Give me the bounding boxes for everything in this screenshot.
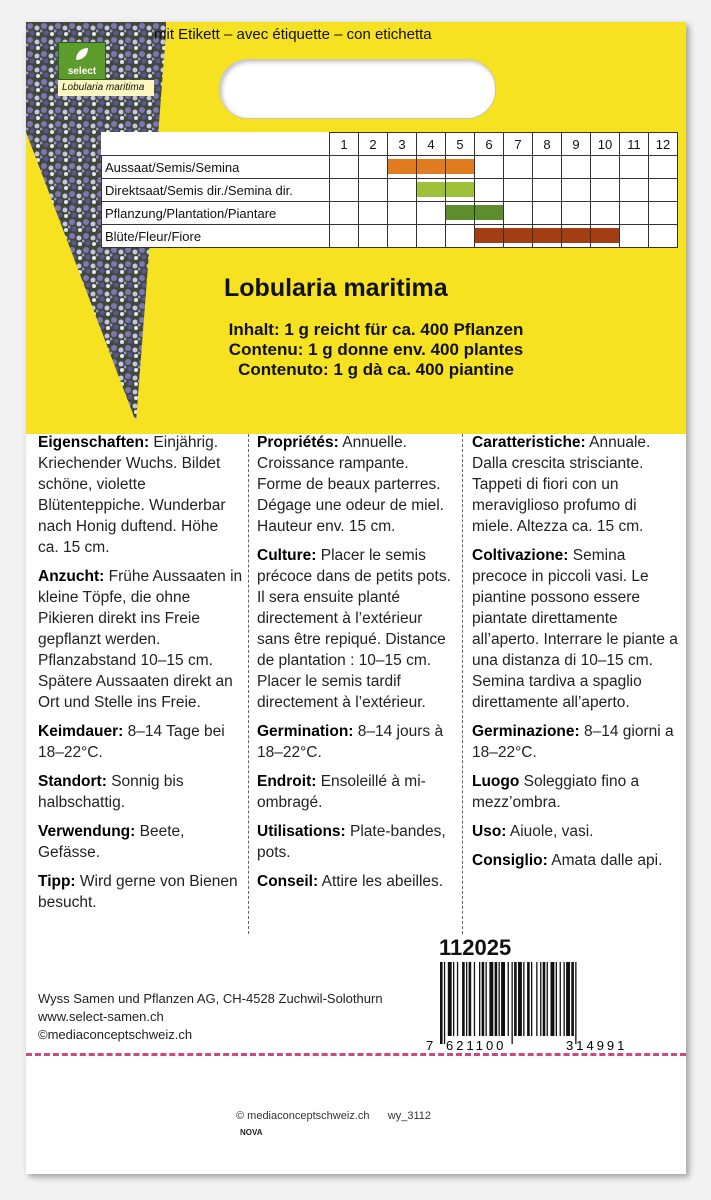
info-text: Einjährig. Kriechender Wuchs. Bildet schöne, violette Blütenteppiche. Wunderbar nach Honig duftend. Höhe ca. 15 cm.: [38, 434, 226, 556]
seed-packet-back: [26, 22, 686, 1174]
calendar-bar: [446, 205, 474, 220]
calendar-cell: [649, 202, 678, 225]
barcode-bar: [547, 962, 548, 1036]
select-logo: [58, 42, 106, 80]
info-text: Ensoleillé à mi-ombragé.: [257, 773, 426, 811]
footer: [236, 1110, 431, 1122]
info-paragraph: [257, 871, 457, 892]
calendar-bar: [533, 228, 561, 243]
info-heading: Culture:: [257, 547, 317, 564]
barcode-bar: [440, 962, 443, 1044]
barcode-bar: [571, 962, 574, 1036]
article-number: 112025: [439, 935, 512, 960]
barcode-bar: [543, 962, 546, 1036]
footer-copyright: © mediaconceptschweiz.ch: [236, 1110, 370, 1122]
calendar-cell: [446, 202, 475, 225]
info-text: 8–14 Tage bei 18–22°C.: [38, 723, 225, 761]
calendar-cell: [330, 202, 359, 225]
info-text: Placer le semis précoce dans de petits pots. Il sera ensuite planté directement à l’extérieur sans être repiqué. Distance de plantation : 10–15 cm. Placer le semis tardif directement à l’extérieur.: [257, 547, 451, 711]
calendar-month-9: 9: [562, 133, 591, 156]
calendar-month-10: 10: [591, 133, 620, 156]
info-heading: Uso:: [472, 823, 507, 840]
barcode-first-digit: 7: [426, 1038, 434, 1052]
info-paragraph: [257, 432, 457, 537]
info-paragraph: [472, 432, 680, 537]
info-text: 8–14 jours à 18–22°C.: [257, 723, 444, 761]
barcode-bar: [560, 962, 561, 1036]
calendar-cell: [359, 225, 388, 248]
calendar-cell: [562, 179, 591, 202]
calendar-cell: [620, 156, 649, 179]
calendar-month-1: 1: [330, 133, 359, 156]
barcode-bar: [508, 962, 509, 1036]
calendar-cell: [388, 225, 417, 248]
footer-code: wy_3112: [387, 1110, 432, 1122]
column-divider: [462, 434, 463, 934]
calendar-cell: [533, 179, 562, 202]
info-heading: Consiglio:: [472, 852, 548, 869]
barcode-bar: [551, 962, 555, 1036]
barcode-bar: [499, 962, 500, 1036]
barcode-left-digits: 621100: [446, 1038, 507, 1052]
calendar-bar: [417, 159, 445, 174]
info-heading: Tipp:: [38, 873, 76, 890]
calendar-cell: [620, 202, 649, 225]
calendar-month-6: 6: [475, 133, 504, 156]
calendar-cell: [446, 225, 475, 248]
info-text: Plate-bandes, pots.: [257, 823, 446, 861]
barcode-bar: [462, 962, 465, 1036]
calendar-month-header: [102, 133, 678, 156]
logo-text: select: [67, 66, 97, 77]
info-text: Amata dalle api.: [547, 852, 663, 869]
column-italian: [472, 432, 680, 879]
calendar-bar: [504, 228, 532, 243]
info-paragraph: [38, 821, 243, 863]
barcode-bar: [489, 962, 493, 1036]
barcode-bar: [564, 962, 565, 1036]
calendar-month-2: 2: [359, 133, 388, 156]
calendar-cell: [388, 156, 417, 179]
info-paragraph: [472, 721, 680, 763]
barcode-bar: [536, 962, 537, 1036]
barcode-bar: [474, 962, 475, 1036]
calendar-row-label: Aussaat/Semis/Semina: [102, 156, 330, 179]
info-text: Annuelle. Croissance rampante. Forme de beaux parterres. Dégage une odeur de miel. Hauteur env. 15 cm.: [257, 434, 444, 535]
calendar-row-label: Blüte/Fleur/Fiore: [102, 225, 330, 248]
info-heading: Germinazione:: [472, 723, 580, 740]
calendar-row: [102, 156, 678, 179]
calendar-cell: [591, 202, 620, 225]
calendar-cell: [620, 225, 649, 248]
column-german: [38, 432, 243, 921]
calendar-cell: [475, 156, 504, 179]
calendar-cell: [504, 225, 533, 248]
contents-de: Inhalt: 1 g reicht für ca. 400 Pflanzen: [228, 320, 524, 339]
barcode-bar: [486, 962, 487, 1036]
calendar-row-label: Pflanzung/Plantation/Piantare: [102, 202, 330, 225]
calendar-cell: [388, 202, 417, 225]
calendar-cell: [591, 225, 620, 248]
calendar-cell: [475, 202, 504, 225]
info-heading: Caratteristiche:: [472, 434, 586, 451]
species-title: Lobularia maritima: [224, 274, 448, 302]
barcode-bar: [556, 962, 557, 1036]
barcode-bar: [518, 962, 522, 1036]
hang-hole: [219, 59, 496, 119]
calendar-cell: [359, 156, 388, 179]
barcode-bar: [469, 962, 472, 1036]
calendar-bar: [446, 159, 474, 174]
calendar-month-8: 8: [533, 133, 562, 156]
info-heading: Utilisations:: [257, 823, 346, 840]
calendar-row: [102, 179, 678, 202]
barcode-bar: [540, 962, 541, 1036]
info-paragraph: [38, 566, 243, 713]
address-line: Wyss Samen und Pflanzen AG, CH-4528 Zuchwil-Solothurn: [38, 991, 383, 1006]
calendar-cell: [649, 225, 678, 248]
info-paragraph: [257, 721, 457, 763]
info-paragraph: [38, 721, 243, 763]
contents-fr: Contenu: 1 g donne env. 400 plantes: [228, 340, 524, 359]
calendar-cell: [620, 179, 649, 202]
calendar-cell: [649, 156, 678, 179]
label-tagline: mit Etikett – avec étiquette – con etichetta: [154, 26, 432, 43]
cut-line: [26, 1053, 686, 1056]
info-text: Beete, Gefässe.: [38, 823, 185, 861]
barcode-bar: [482, 962, 485, 1036]
calendar-cell: [591, 179, 620, 202]
barcode: [426, 962, 676, 1052]
info-heading: Eigenschaften:: [38, 434, 150, 451]
calendar-bar: [388, 159, 416, 174]
calendar-cell: [562, 202, 591, 225]
calendar-cell: [417, 202, 446, 225]
address-copyright: ©mediaconceptschweiz.ch: [38, 1027, 193, 1042]
barcode-bar: [501, 962, 505, 1036]
calendar-cell: [417, 225, 446, 248]
calendar-cell: [446, 179, 475, 202]
barcode-bar: [531, 962, 532, 1036]
info-paragraph: [472, 821, 680, 842]
barcode-bar: [444, 962, 445, 1044]
barcode-bar: [495, 962, 498, 1036]
calendar-bar: [446, 182, 474, 197]
barcode-bar: [466, 962, 467, 1036]
barcode-bar: [575, 962, 576, 1044]
calendar-cell: [475, 179, 504, 202]
barcode-bar: [527, 962, 530, 1036]
barcode-bar: [566, 962, 570, 1036]
info-text: 8–14 giorni a 18–22°C.: [472, 723, 674, 761]
info-heading: Germination:: [257, 723, 354, 740]
info-text: Frühe Aussaaten in kleine Töpfe, die ohne Pikieren direkt ins Freie gepflanzt werden. Pflanzabstand 10–15 cm. Spätere Aussaaten direkt an Ort und Stelle ins Freie.: [38, 568, 243, 711]
calendar-bar: [475, 228, 503, 243]
sowing-calendar: [101, 132, 678, 248]
barcode-bar: [514, 962, 517, 1036]
calendar-cell: [475, 225, 504, 248]
info-heading: Keimdauer:: [38, 723, 124, 740]
calendar-cell: [562, 156, 591, 179]
calendar-bar: [475, 205, 503, 220]
column-divider: [248, 434, 249, 934]
calendar-cell: [533, 156, 562, 179]
info-paragraph: [38, 432, 243, 558]
info-paragraph: [257, 771, 457, 813]
info-paragraph: [472, 545, 680, 713]
info-paragraph: [472, 850, 680, 871]
calendar-cell: [562, 225, 591, 248]
info-heading: Conseil:: [257, 873, 319, 890]
calendar-month-12: 12: [649, 133, 678, 156]
info-text: Aiuole, vasi.: [506, 823, 594, 840]
calendar-row-label: Direktsaat/Semis dir./Semina dir.: [102, 179, 330, 202]
calendar-month-11: 11: [620, 133, 649, 156]
barcode-bar: [512, 962, 513, 1044]
calendar-cell: [330, 225, 359, 248]
address-website: www.select-samen.ch: [38, 1009, 164, 1024]
info-heading: Coltivazione:: [472, 547, 569, 564]
calendar-month-3: 3: [388, 133, 417, 156]
info-heading: Standort:: [38, 773, 107, 790]
info-text: Soleggiato fino a mezz’ombra.: [472, 773, 640, 811]
calendar-corner: [102, 133, 330, 156]
calendar-cell: [359, 202, 388, 225]
printer-mark: NOVA: [240, 1128, 263, 1137]
calendar-cell: [359, 179, 388, 202]
logo-species-label: Lobularia maritima: [58, 80, 154, 96]
calendar-cell: [504, 156, 533, 179]
barcode-bar: [448, 962, 452, 1036]
contents-it: Contenuto: 1 g dà ca. 400 piantine: [238, 360, 514, 379]
info-heading: Propriétés:: [257, 434, 339, 451]
calendar-bar: [591, 228, 619, 243]
calendar-cell: [417, 156, 446, 179]
calendar-cell: [504, 179, 533, 202]
info-text: Annuale. Dalla crescita strisciante. Tappeti di fiori con un meraviglioso profumo di miele. Altezza ca. 15 cm.: [472, 434, 651, 535]
calendar-cell: [417, 179, 446, 202]
calendar-cell: [591, 156, 620, 179]
info-text: Semina precoce in piccoli vasi. Le piantine possono essere piantate direttamente all’aperto. Interrare le piante a una distanza di 10–15 cm. Semina tardiva a spaglio direttamente all’aperto.: [472, 547, 678, 711]
calendar-cell: [446, 156, 475, 179]
info-text: Attire les abeilles.: [318, 873, 444, 890]
calendar-month-4: 4: [417, 133, 446, 156]
info-heading: Verwendung:: [38, 823, 136, 840]
barcode-right-digits: 314991: [566, 1038, 628, 1052]
calendar-month-5: 5: [446, 133, 475, 156]
calendar-month-7: 7: [504, 133, 533, 156]
barcode-bar: [523, 962, 524, 1036]
info-paragraph: [38, 771, 243, 813]
seed-contents: [176, 320, 576, 380]
leaf-icon: [74, 46, 90, 62]
info-heading: Endroit:: [257, 773, 317, 790]
calendar-cell: [533, 225, 562, 248]
info-paragraph: [257, 545, 457, 713]
info-heading: Anzucht:: [38, 568, 105, 585]
barcode-bar: [453, 962, 454, 1036]
calendar-row: [102, 225, 678, 248]
info-paragraph: [38, 871, 243, 913]
calendar-bar: [562, 228, 590, 243]
calendar-cell: [649, 179, 678, 202]
company-address: [38, 990, 383, 1044]
calendar-cell: [330, 156, 359, 179]
calendar-cell: [504, 202, 533, 225]
info-text: Sonnig bis halbschattig.: [38, 773, 184, 811]
calendar-cell: [533, 202, 562, 225]
info-paragraph: [257, 821, 457, 863]
info-text: Wird gerne von Bienen besucht.: [38, 873, 238, 911]
info-paragraph: [472, 771, 680, 813]
column-french: [257, 432, 457, 900]
calendar-cell: [330, 179, 359, 202]
calendar-cell: [388, 179, 417, 202]
calendar-bar: [417, 182, 445, 197]
barcode-bar: [457, 962, 458, 1036]
barcode-bar: [479, 962, 480, 1036]
info-heading: Luogo: [472, 773, 520, 790]
calendar-row: [102, 202, 678, 225]
